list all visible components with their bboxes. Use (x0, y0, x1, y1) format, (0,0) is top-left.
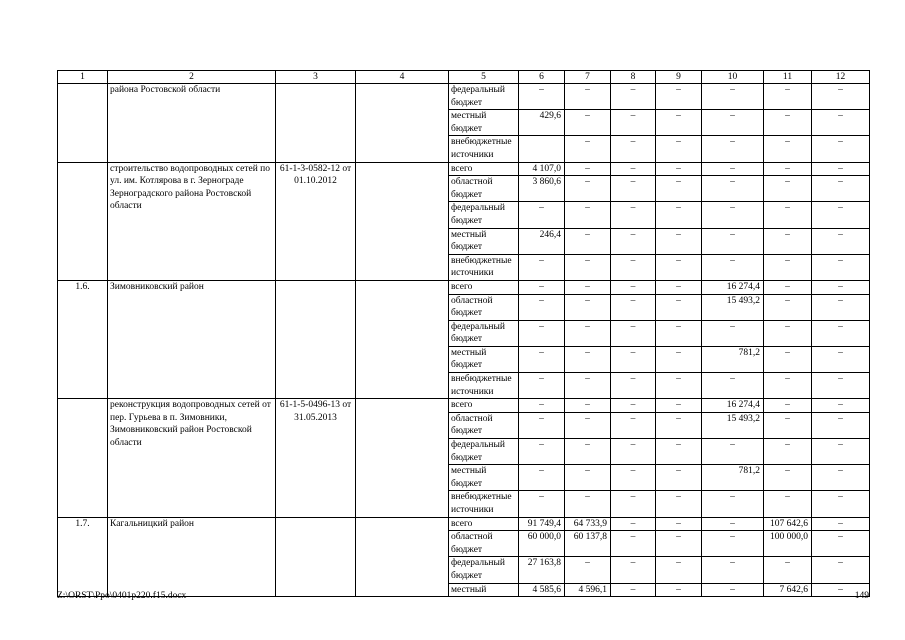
header-col-5: 5 (449, 71, 519, 84)
value-cell: 3 860,6 (519, 176, 565, 202)
value-cell: – (611, 399, 656, 413)
value-cell: – (702, 110, 764, 136)
empty-cell (356, 280, 449, 398)
value-cell: – (519, 202, 565, 228)
value-cell: – (565, 162, 611, 176)
value-cell: – (611, 465, 656, 491)
value-cell: – (656, 280, 702, 294)
value-cell: – (656, 583, 702, 597)
value-cell: – (656, 346, 702, 372)
value-cell: 246,4 (519, 228, 565, 254)
value-cell: – (764, 110, 812, 136)
value-cell: 64 733,9 (565, 517, 611, 531)
table-row (58, 84, 870, 110)
empty-cell (356, 84, 449, 163)
value-cell: – (702, 162, 764, 176)
value-cell: – (656, 399, 702, 413)
value-cell: – (565, 439, 611, 465)
header-col-6: 6 (519, 71, 565, 84)
value-cell: – (611, 202, 656, 228)
value-cell: – (764, 136, 812, 162)
value-cell: – (611, 346, 656, 372)
value-cell: – (519, 439, 565, 465)
value-cell: – (656, 491, 702, 517)
value-cell: – (656, 294, 702, 320)
value-cell: – (656, 517, 702, 531)
funding-source-cell: внебюджетные источники (449, 136, 519, 162)
value-cell: – (565, 110, 611, 136)
value-cell: – (702, 439, 764, 465)
funding-source-cell: всего (449, 399, 519, 413)
value-cell: – (702, 491, 764, 517)
value-cell: – (702, 320, 764, 346)
value-cell: – (611, 254, 656, 280)
value-cell: 4 585,6 (519, 583, 565, 597)
value-cell: – (764, 228, 812, 254)
value-cell: – (611, 320, 656, 346)
value-cell: 4 596,1 (565, 583, 611, 597)
value-cell: – (656, 202, 702, 228)
header-row (58, 71, 870, 84)
value-cell: – (812, 531, 870, 557)
footer-page-number: 149 (854, 591, 869, 601)
funding-source-cell: областной бюджет (449, 531, 519, 557)
funding-source-cell: федеральный бюджет (449, 557, 519, 583)
funding-source-cell: областной бюджет (449, 176, 519, 202)
value-cell: 4 107,0 (519, 162, 565, 176)
value-cell: – (764, 294, 812, 320)
value-cell: – (519, 346, 565, 372)
item-description-cell: строительство водопроводных сетей по ул. им. Котлярова в г. Зернограде Зерноградского района Ростовской области (108, 162, 276, 280)
funding-source-cell: федеральный бюджет (449, 439, 519, 465)
footer-file-path: Z:\ORST\Ppo\0401p220.f15.docx (57, 591, 187, 601)
document-ref-cell (276, 517, 356, 597)
funding-source-cell: внебюджетные источники (449, 491, 519, 517)
item-number-cell: 1.6. (58, 280, 108, 398)
empty-cell (356, 399, 449, 517)
value-cell: 16 274,4 (702, 280, 764, 294)
value-cell (519, 136, 565, 162)
value-cell: – (611, 162, 656, 176)
value-cell: 15 493,2 (702, 294, 764, 320)
header-col-8: 8 (611, 71, 656, 84)
value-cell: 27 163,8 (519, 557, 565, 583)
value-cell: – (764, 254, 812, 280)
value-cell: – (565, 399, 611, 413)
funding-source-cell: областной бюджет (449, 294, 519, 320)
value-cell: – (764, 346, 812, 372)
value-cell: – (656, 531, 702, 557)
value-cell: – (812, 557, 870, 583)
value-cell: – (812, 439, 870, 465)
value-cell: – (812, 373, 870, 399)
value-cell: 781,2 (702, 465, 764, 491)
value-cell: – (656, 110, 702, 136)
value-cell: – (565, 202, 611, 228)
funding-source-cell: федеральный бюджет (449, 84, 519, 110)
value-cell: – (611, 373, 656, 399)
value-cell: 91 749,4 (519, 517, 565, 531)
funding-source-cell: всего (449, 280, 519, 294)
empty-cell (356, 162, 449, 280)
value-cell: – (812, 110, 870, 136)
value-cell: – (656, 136, 702, 162)
value-cell: – (565, 465, 611, 491)
value-cell: – (702, 531, 764, 557)
value-cell: – (565, 491, 611, 517)
value-cell: – (611, 517, 656, 531)
value-cell: – (611, 110, 656, 136)
value-cell: – (611, 280, 656, 294)
funding-source-cell: всего (449, 162, 519, 176)
value-cell: – (611, 439, 656, 465)
budget-table (57, 70, 870, 597)
value-cell: – (656, 254, 702, 280)
document-ref-cell (276, 280, 356, 398)
value-cell: 107 642,6 (764, 517, 812, 531)
value-cell: – (611, 491, 656, 517)
value-cell: – (812, 346, 870, 372)
value-cell: – (519, 280, 565, 294)
value-cell: 15 493,2 (702, 412, 764, 438)
value-cell: – (812, 254, 870, 280)
value-cell: – (764, 557, 812, 583)
header-col-3: 3 (276, 71, 356, 84)
value-cell: – (812, 280, 870, 294)
funding-source-cell: федеральный бюджет (449, 202, 519, 228)
header-col-12: 12 (812, 71, 870, 84)
value-cell: – (565, 280, 611, 294)
header-col-9: 9 (656, 71, 702, 84)
value-cell: – (812, 320, 870, 346)
item-description-cell: Зимовниковский район (108, 280, 276, 398)
value-cell: – (764, 399, 812, 413)
value-cell: – (812, 136, 870, 162)
funding-source-cell: внебюджетные источники (449, 373, 519, 399)
item-description-cell: реконструкция водопроводных сетей от пер. Гурьева в п. Зимовники, Зимовниковский район Ростовской области (108, 399, 276, 517)
item-number-cell: 1.7. (58, 517, 108, 597)
value-cell: – (764, 373, 812, 399)
document-ref-cell (276, 84, 356, 163)
header-col-10: 10 (702, 71, 764, 84)
value-cell: – (611, 583, 656, 597)
table-body (58, 71, 870, 597)
value-cell: – (565, 254, 611, 280)
document-ref-cell: 61-1-3-0582-12 от 01.10.2012 (276, 162, 356, 280)
value-cell: – (519, 254, 565, 280)
document-ref-cell: 61-1-5-0496-13 от 31.05.2013 (276, 399, 356, 517)
value-cell: – (812, 176, 870, 202)
value-cell: – (565, 373, 611, 399)
value-cell: – (611, 412, 656, 438)
value-cell: 100 000,0 (764, 531, 812, 557)
value-cell: – (702, 557, 764, 583)
value-cell: – (519, 84, 565, 110)
value-cell: – (656, 84, 702, 110)
value-cell: – (764, 162, 812, 176)
value-cell: – (656, 465, 702, 491)
item-number-cell (58, 162, 108, 280)
funding-source-cell: местный бюджет (449, 346, 519, 372)
value-cell: – (702, 176, 764, 202)
funding-source-cell: местный бюджет (449, 110, 519, 136)
value-cell: – (565, 294, 611, 320)
value-cell: – (812, 228, 870, 254)
value-cell: – (764, 412, 812, 438)
value-cell: – (519, 399, 565, 413)
value-cell: – (565, 228, 611, 254)
value-cell: – (702, 228, 764, 254)
value-cell: – (764, 491, 812, 517)
value-cell: – (656, 162, 702, 176)
value-cell: 781,2 (702, 346, 764, 372)
funding-source-cell: внебюджетные источники (449, 254, 519, 280)
value-cell: – (519, 294, 565, 320)
value-cell: – (611, 294, 656, 320)
value-cell: – (764, 320, 812, 346)
value-cell: – (702, 254, 764, 280)
value-cell: – (812, 465, 870, 491)
value-cell: – (812, 202, 870, 228)
value-cell: – (764, 84, 812, 110)
value-cell: – (702, 517, 764, 531)
value-cell: – (519, 320, 565, 346)
value-cell: – (812, 399, 870, 413)
funding-source-cell: федеральный бюджет (449, 320, 519, 346)
value-cell: – (565, 84, 611, 110)
item-description-cell: Кагальницкий район (108, 517, 276, 597)
table-row (58, 162, 870, 176)
value-cell: – (519, 465, 565, 491)
value-cell: 60 137,8 (565, 531, 611, 557)
value-cell: – (812, 162, 870, 176)
value-cell: – (656, 439, 702, 465)
funding-source-cell: местный бюджет (449, 465, 519, 491)
header-col-1: 1 (58, 71, 108, 84)
value-cell: – (702, 84, 764, 110)
value-cell: – (565, 136, 611, 162)
value-cell: – (611, 228, 656, 254)
funding-source-cell: местный бюджет (449, 228, 519, 254)
value-cell: – (656, 176, 702, 202)
value-cell: – (764, 202, 812, 228)
value-cell: – (519, 373, 565, 399)
item-number-cell (58, 84, 108, 163)
value-cell: – (764, 176, 812, 202)
item-description-cell: района Ростовской области (108, 84, 276, 163)
empty-cell (356, 517, 449, 597)
value-cell: – (812, 491, 870, 517)
table-row (58, 280, 870, 294)
value-cell: – (812, 294, 870, 320)
funding-source-cell: всего (449, 517, 519, 531)
value-cell: – (611, 531, 656, 557)
header-col-4: 4 (356, 71, 449, 84)
funding-source-cell: областной бюджет (449, 412, 519, 438)
value-cell: – (764, 465, 812, 491)
item-number-cell (58, 399, 108, 517)
value-cell: – (611, 136, 656, 162)
value-cell: – (656, 228, 702, 254)
value-cell: – (565, 320, 611, 346)
value-cell: – (702, 136, 764, 162)
value-cell: – (611, 557, 656, 583)
value-cell: 60 000,0 (519, 531, 565, 557)
value-cell: – (812, 412, 870, 438)
table-row (58, 517, 870, 531)
value-cell: 7 642,6 (764, 583, 812, 597)
value-cell: – (812, 84, 870, 110)
value-cell: – (611, 84, 656, 110)
value-cell: – (565, 346, 611, 372)
value-cell: – (519, 491, 565, 517)
value-cell: – (565, 412, 611, 438)
funding-source-cell: местный (449, 583, 519, 597)
header-col-7: 7 (565, 71, 611, 84)
value-cell: – (519, 412, 565, 438)
value-cell: 429,6 (519, 110, 565, 136)
value-cell: – (702, 583, 764, 597)
value-cell: – (764, 439, 812, 465)
value-cell: – (812, 517, 870, 531)
table-row (58, 399, 870, 413)
value-cell: – (764, 280, 812, 294)
value-cell: – (565, 176, 611, 202)
value-cell: – (702, 202, 764, 228)
value-cell: – (812, 583, 870, 597)
value-cell: – (611, 176, 656, 202)
value-cell: – (702, 373, 764, 399)
value-cell: – (656, 412, 702, 438)
value-cell: – (656, 557, 702, 583)
value-cell: – (656, 320, 702, 346)
value-cell: – (656, 373, 702, 399)
header-col-2: 2 (108, 71, 276, 84)
value-cell: 16 274,4 (702, 399, 764, 413)
header-col-11: 11 (764, 71, 812, 84)
value-cell: – (565, 557, 611, 583)
